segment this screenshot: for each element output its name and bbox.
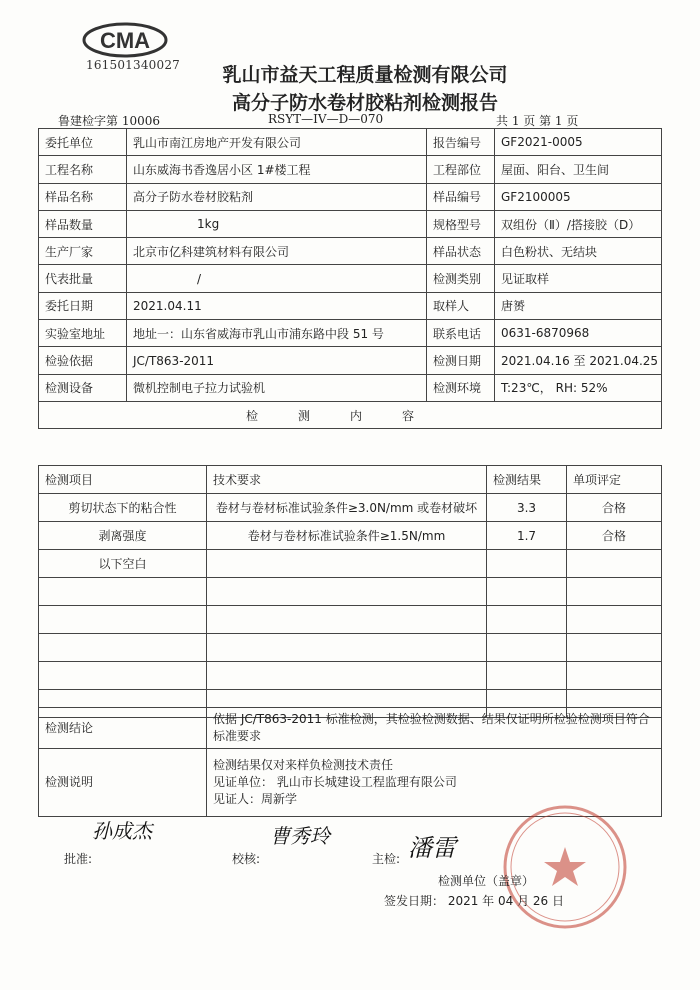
test-unit-label: 检测单位（盖章） xyxy=(438,874,535,888)
table-row xyxy=(39,374,662,401)
results-table xyxy=(38,465,662,718)
info-table xyxy=(38,128,662,429)
field-value: JC/T863-2011 xyxy=(127,347,427,374)
field-label: 联系电话 xyxy=(427,320,495,347)
svg-text:CMA: CMA xyxy=(99,28,151,53)
conclusion-text: 依据 JC/T863-2011 标准检测，其检验检测数据、结果仅证明所检验检测项目符合标准要求 xyxy=(207,708,662,749)
table-row xyxy=(39,401,662,428)
table-row xyxy=(39,550,662,578)
field-value: 见证取样 xyxy=(495,265,662,292)
result-value: 3.3 xyxy=(487,494,567,522)
field-value: 2021.04.11 xyxy=(127,292,427,319)
company-seal xyxy=(500,802,630,932)
col-header-item: 检测项目 xyxy=(39,466,207,494)
field-label: 检测日期 xyxy=(427,347,495,374)
field-value: GF2100005 xyxy=(495,183,662,210)
field-value: 0631-6870968 xyxy=(495,320,662,347)
field-value: 乳山市南江房地产开发有限公司 xyxy=(127,129,427,156)
result-req: 卷材与卷材标准试验条件≥1.5N/mm xyxy=(207,522,487,550)
field-value: 山东威海书香逸居小区 1#楼工程 xyxy=(127,156,427,183)
table-row xyxy=(39,238,662,265)
field-label: 样品名称 xyxy=(39,183,127,210)
license-no: 鲁建检字第 10006 xyxy=(58,114,160,128)
field-label: 规格型号 xyxy=(427,210,495,237)
field-label: 工程名称 xyxy=(39,156,127,183)
main-tester-label: 主检: xyxy=(372,852,401,866)
field-value: / xyxy=(127,265,427,292)
field-value: 北京市亿科建筑材料有限公司 xyxy=(127,238,427,265)
approver-signature: 孙成杰 xyxy=(92,819,152,843)
table-row xyxy=(39,522,662,550)
table-row xyxy=(39,210,662,237)
table-row xyxy=(39,292,662,319)
field-value: 屋面、阳台、卫生间 xyxy=(495,156,662,183)
checker-signature: 曹秀玲 xyxy=(270,824,330,848)
field-label: 样品数量 xyxy=(39,210,127,237)
field-label: 样品状态 xyxy=(427,238,495,265)
field-label: 报告编号 xyxy=(427,129,495,156)
result-item: 以下空白 xyxy=(39,550,207,578)
table-row xyxy=(39,708,662,749)
field-value: 白色粉状、无结块 xyxy=(495,238,662,265)
field-label: 检测类别 xyxy=(427,265,495,292)
content-header: 检测内容 xyxy=(39,401,662,428)
cma-logo xyxy=(82,22,168,58)
field-value: 唐赟 xyxy=(495,292,662,319)
field-value: 1kg xyxy=(127,210,427,237)
field-value: 双组份（Ⅱ）/搭接胶（D） xyxy=(495,210,662,237)
result-item: 剪切状态下的粘合性 xyxy=(39,494,207,522)
table-row xyxy=(39,265,662,292)
table-row xyxy=(39,578,662,606)
table-row xyxy=(39,183,662,210)
form-no: RSYT—IV—D—070 xyxy=(268,112,384,126)
field-label: 实验室地址 xyxy=(39,320,127,347)
col-header-req: 技术要求 xyxy=(207,466,487,494)
field-value: 地址一：山东省威海市乳山市浦东路中段 51 号 xyxy=(127,320,427,347)
note-line: 见证单位： 乳山市长城建设工程监理有限公司 xyxy=(213,775,457,789)
result-value xyxy=(487,550,567,578)
field-value: GF2021-0005 xyxy=(495,129,662,156)
table-row xyxy=(39,347,662,374)
table-row xyxy=(39,662,662,690)
field-value: 微机控制电子拉力试验机 xyxy=(127,374,427,401)
result-item: 剥离强度 xyxy=(39,522,207,550)
table-row xyxy=(39,606,662,634)
field-label: 检验依据 xyxy=(39,347,127,374)
cma-code: 161501340027 xyxy=(86,58,181,72)
field-value: T:23℃， RH: 52% xyxy=(495,374,662,401)
result-value: 1.7 xyxy=(487,522,567,550)
table-row xyxy=(39,494,662,522)
result-eval xyxy=(567,550,662,578)
field-value: 2021.04.16 至 2021.04.25 xyxy=(495,347,662,374)
note-label: 检测说明 xyxy=(39,749,207,817)
field-value: 高分子防水卷材胶粘剂 xyxy=(127,183,427,210)
check-label: 校核: xyxy=(232,852,261,866)
result-eval: 合格 xyxy=(567,494,662,522)
note-line: 见证人：周新学 xyxy=(213,792,298,806)
result-req: 卷材与卷材标准试验条件≥3.0N/mm 或卷材破坏 xyxy=(207,494,487,522)
table-row xyxy=(39,634,662,662)
result-req xyxy=(207,550,487,578)
table-row xyxy=(39,129,662,156)
col-header-eval: 单项评定 xyxy=(567,466,662,494)
sign-date: 签发日期： 2021 年 04 月 26 日 xyxy=(384,894,564,908)
field-label: 工程部位 xyxy=(427,156,495,183)
page-info: 共 1 页 第 1 页 xyxy=(496,114,579,128)
company-name: 乳山市益天工程质量检测有限公司 xyxy=(222,64,508,86)
result-eval: 合格 xyxy=(567,522,662,550)
table-row xyxy=(39,320,662,347)
note-line: 检测结果仅对来样负检测技术责任 xyxy=(213,758,394,772)
field-label: 检测设备 xyxy=(39,374,127,401)
field-label: 样品编号 xyxy=(427,183,495,210)
table-row xyxy=(39,156,662,183)
field-label: 委托日期 xyxy=(39,292,127,319)
field-label: 检测环境 xyxy=(427,374,495,401)
approve-label: 批准: xyxy=(64,852,93,866)
conclusion-table xyxy=(38,707,662,817)
field-label: 委托单位 xyxy=(39,129,127,156)
conclusion-label: 检测结论 xyxy=(39,708,207,749)
field-label: 生产厂家 xyxy=(39,238,127,265)
field-label: 代表批量 xyxy=(39,265,127,292)
report-title: 高分子防水卷材胶粘剂检测报告 xyxy=(231,92,498,114)
col-header-result: 检测结果 xyxy=(487,466,567,494)
field-label: 取样人 xyxy=(427,292,495,319)
main-tester-signature: 潘雷 xyxy=(408,834,456,862)
table-row xyxy=(39,466,662,494)
